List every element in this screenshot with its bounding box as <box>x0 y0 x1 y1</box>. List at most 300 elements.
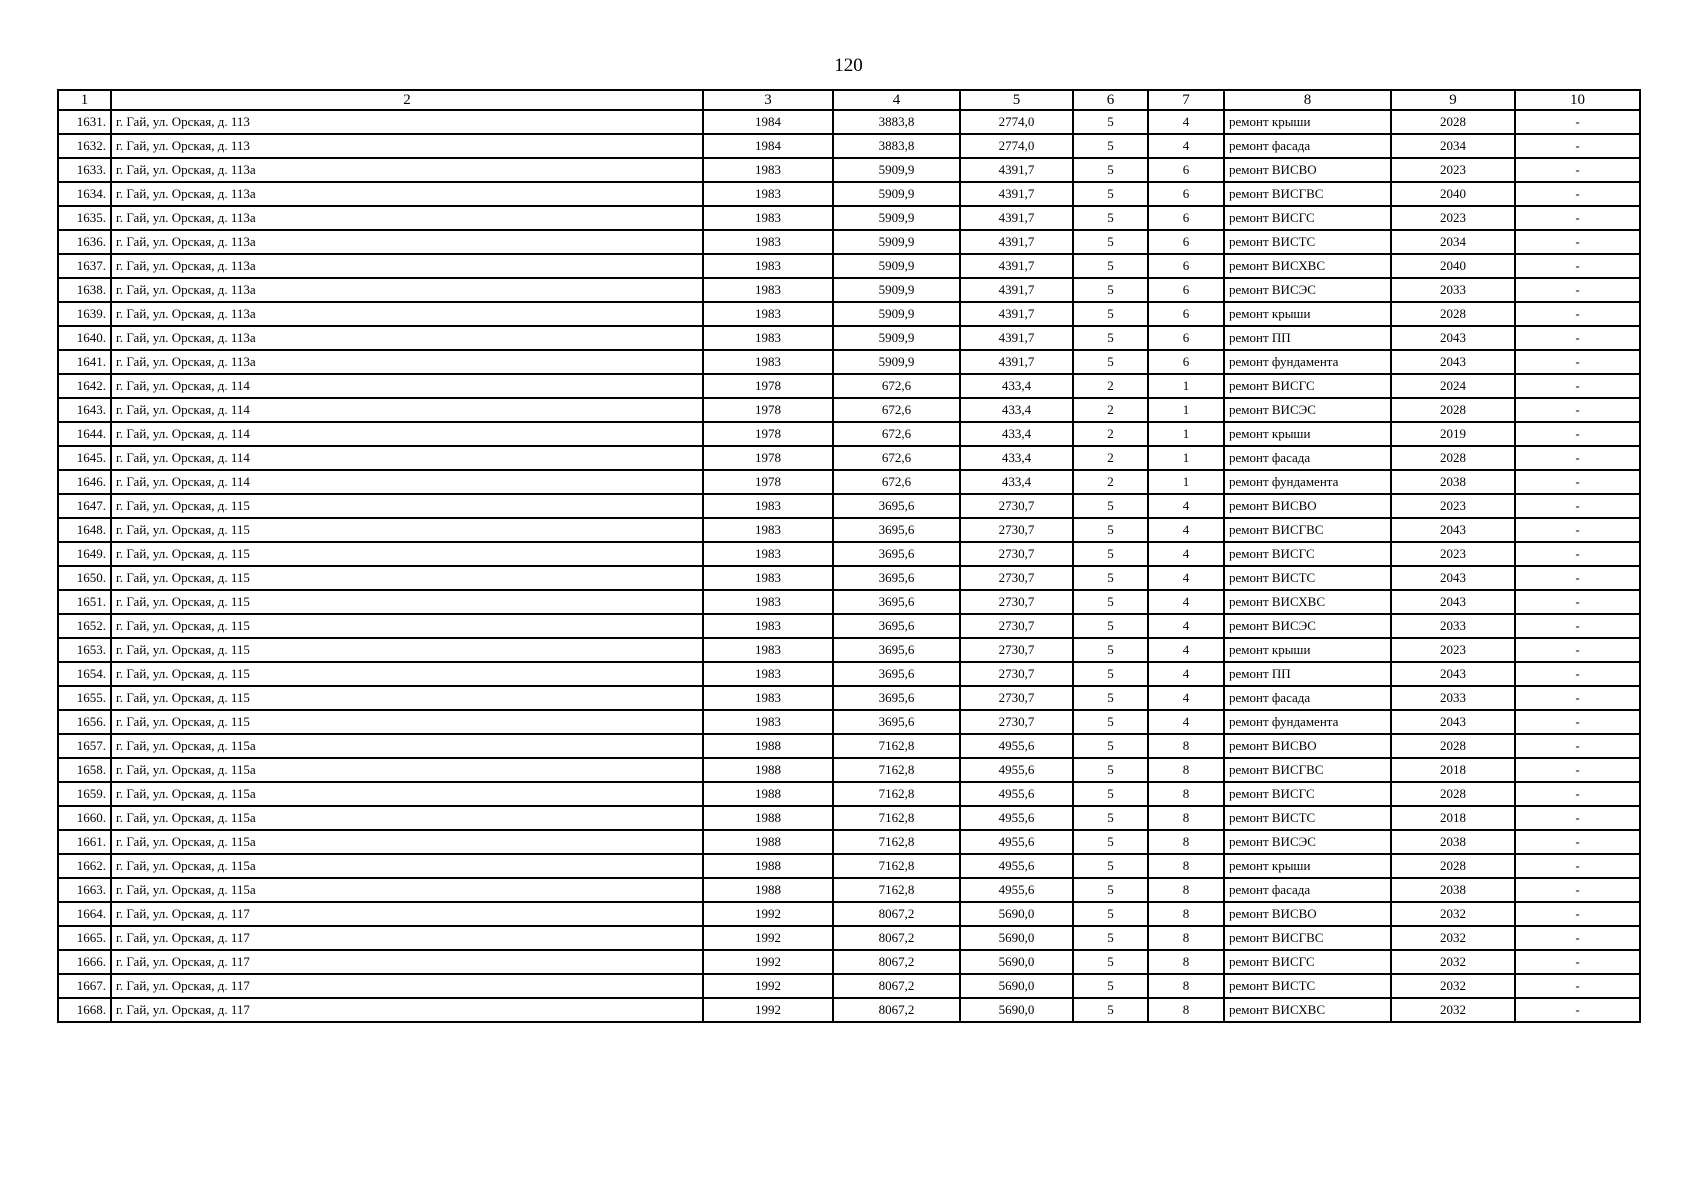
cell-total-area: 672,6 <box>833 470 960 494</box>
cell-entrances: 6 <box>1148 206 1224 230</box>
cell-build-year: 1983 <box>703 350 833 374</box>
cell-total-area: 3695,6 <box>833 614 960 638</box>
cell-floors: 5 <box>1073 278 1148 302</box>
cell-floors: 5 <box>1073 206 1148 230</box>
cell-row-number: 1649. <box>58 542 111 566</box>
cell-address: г. Гай, ул. Орская, д. 115 <box>111 662 703 686</box>
cell-living-area: 2730,7 <box>960 614 1073 638</box>
cell-note: - <box>1515 326 1640 350</box>
cell-row-number: 1641. <box>58 350 111 374</box>
cell-work-type: ремонт ВИСЭС <box>1224 830 1391 854</box>
cell-build-year: 1992 <box>703 902 833 926</box>
table-row <box>58 806 1640 830</box>
cell-work-type: ремонт ПП <box>1224 662 1391 686</box>
cell-entrances: 6 <box>1148 326 1224 350</box>
cell-address: г. Гай, ул. Орская, д. 115а <box>111 854 703 878</box>
column-header-5: 5 <box>960 90 1073 110</box>
cell-living-area: 5690,0 <box>960 974 1073 998</box>
cell-note: - <box>1515 518 1640 542</box>
cell-note: - <box>1515 110 1640 134</box>
table-row <box>58 542 1640 566</box>
cell-planned-year: 2043 <box>1391 662 1515 686</box>
cell-total-area: 7162,8 <box>833 734 960 758</box>
cell-address: г. Гай, ул. Орская, д. 115 <box>111 566 703 590</box>
table-row <box>58 566 1640 590</box>
table-row <box>58 398 1640 422</box>
cell-planned-year: 2034 <box>1391 230 1515 254</box>
cell-living-area: 4955,6 <box>960 806 1073 830</box>
cell-work-type: ремонт ВИСЭС <box>1224 614 1391 638</box>
cell-living-area: 4955,6 <box>960 734 1073 758</box>
cell-entrances: 8 <box>1148 854 1224 878</box>
cell-address: г. Гай, ул. Орская, д. 117 <box>111 950 703 974</box>
cell-row-number: 1651. <box>58 590 111 614</box>
cell-work-type: ремонт фундамента <box>1224 350 1391 374</box>
cell-living-area: 4391,7 <box>960 278 1073 302</box>
cell-note: - <box>1515 758 1640 782</box>
cell-living-area: 4391,7 <box>960 326 1073 350</box>
cell-entrances: 6 <box>1148 254 1224 278</box>
cell-row-number: 1638. <box>58 278 111 302</box>
cell-planned-year: 2032 <box>1391 998 1515 1022</box>
cell-entrances: 4 <box>1148 614 1224 638</box>
cell-floors: 5 <box>1073 230 1148 254</box>
cell-note: - <box>1515 998 1640 1022</box>
cell-build-year: 1988 <box>703 782 833 806</box>
cell-note: - <box>1515 806 1640 830</box>
cell-work-type: ремонт ВИСГС <box>1224 950 1391 974</box>
cell-floors: 5 <box>1073 158 1148 182</box>
table-row <box>58 686 1640 710</box>
cell-total-area: 8067,2 <box>833 950 960 974</box>
cell-living-area: 4391,7 <box>960 206 1073 230</box>
cell-note: - <box>1515 134 1640 158</box>
cell-entrances: 1 <box>1148 470 1224 494</box>
cell-total-area: 3883,8 <box>833 134 960 158</box>
cell-planned-year: 2043 <box>1391 590 1515 614</box>
table-row <box>58 758 1640 782</box>
cell-total-area: 7162,8 <box>833 878 960 902</box>
cell-note: - <box>1515 542 1640 566</box>
table-row <box>58 878 1640 902</box>
cell-row-number: 1665. <box>58 926 111 950</box>
cell-note: - <box>1515 830 1640 854</box>
cell-entrances: 1 <box>1148 374 1224 398</box>
cell-row-number: 1650. <box>58 566 111 590</box>
cell-entrances: 8 <box>1148 878 1224 902</box>
cell-build-year: 1988 <box>703 854 833 878</box>
cell-address: г. Гай, ул. Орская, д. 115а <box>111 782 703 806</box>
cell-total-area: 672,6 <box>833 398 960 422</box>
cell-living-area: 4391,7 <box>960 230 1073 254</box>
cell-total-area: 5909,9 <box>833 230 960 254</box>
cell-row-number: 1643. <box>58 398 111 422</box>
cell-build-year: 1978 <box>703 398 833 422</box>
cell-planned-year: 2043 <box>1391 566 1515 590</box>
cell-entrances: 8 <box>1148 806 1224 830</box>
cell-row-number: 1664. <box>58 902 111 926</box>
cell-work-type: ремонт ВИСХВС <box>1224 998 1391 1022</box>
cell-address: г. Гай, ул. Орская, д. 115 <box>111 542 703 566</box>
cell-row-number: 1648. <box>58 518 111 542</box>
cell-entrances: 4 <box>1148 662 1224 686</box>
cell-address: г. Гай, ул. Орская, д. 115 <box>111 614 703 638</box>
cell-entrances: 8 <box>1148 782 1224 806</box>
table-row <box>58 734 1640 758</box>
header-row <box>58 90 1640 110</box>
cell-row-number: 1658. <box>58 758 111 782</box>
cell-total-area: 3883,8 <box>833 110 960 134</box>
cell-living-area: 2774,0 <box>960 134 1073 158</box>
table-row <box>58 998 1640 1022</box>
cell-total-area: 7162,8 <box>833 758 960 782</box>
cell-address: г. Гай, ул. Орская, д. 113а <box>111 278 703 302</box>
cell-work-type: ремонт ВИСГС <box>1224 542 1391 566</box>
cell-note: - <box>1515 710 1640 734</box>
cell-entrances: 4 <box>1148 638 1224 662</box>
table-body <box>58 110 1640 1022</box>
cell-build-year: 1978 <box>703 422 833 446</box>
cell-note: - <box>1515 374 1640 398</box>
cell-planned-year: 2033 <box>1391 614 1515 638</box>
cell-address: г. Гай, ул. Орская, д. 114 <box>111 446 703 470</box>
cell-work-type: ремонт ВИСГС <box>1224 782 1391 806</box>
cell-floors: 2 <box>1073 470 1148 494</box>
column-header-10: 10 <box>1515 90 1640 110</box>
table-row <box>58 374 1640 398</box>
cell-floors: 5 <box>1073 902 1148 926</box>
cell-work-type: ремонт крыши <box>1224 854 1391 878</box>
cell-work-type: ремонт ВИСХВС <box>1224 254 1391 278</box>
cell-entrances: 4 <box>1148 110 1224 134</box>
cell-build-year: 1978 <box>703 470 833 494</box>
cell-address: г. Гай, ул. Орская, д. 117 <box>111 902 703 926</box>
cell-planned-year: 2038 <box>1391 470 1515 494</box>
cell-note: - <box>1515 230 1640 254</box>
cell-row-number: 1640. <box>58 326 111 350</box>
table-row <box>58 782 1640 806</box>
cell-row-number: 1656. <box>58 710 111 734</box>
cell-row-number: 1654. <box>58 662 111 686</box>
cell-work-type: ремонт фасада <box>1224 134 1391 158</box>
cell-address: г. Гай, ул. Орская, д. 113а <box>111 302 703 326</box>
cell-address: г. Гай, ул. Орская, д. 115а <box>111 830 703 854</box>
cell-living-area: 2730,7 <box>960 710 1073 734</box>
cell-address: г. Гай, ул. Орская, д. 115а <box>111 878 703 902</box>
cell-entrances: 4 <box>1148 542 1224 566</box>
cell-planned-year: 2043 <box>1391 710 1515 734</box>
cell-entrances: 6 <box>1148 302 1224 326</box>
cell-address: г. Гай, ул. Орская, д. 113а <box>111 206 703 230</box>
cell-total-area: 5909,9 <box>833 326 960 350</box>
table-row <box>58 470 1640 494</box>
table-row <box>58 350 1640 374</box>
cell-row-number: 1661. <box>58 830 111 854</box>
cell-work-type: ремонт ВИСЭС <box>1224 278 1391 302</box>
cell-note: - <box>1515 182 1640 206</box>
cell-row-number: 1655. <box>58 686 111 710</box>
cell-build-year: 1983 <box>703 662 833 686</box>
cell-planned-year: 2018 <box>1391 806 1515 830</box>
cell-work-type: ремонт ВИСЭС <box>1224 398 1391 422</box>
cell-floors: 5 <box>1073 710 1148 734</box>
cell-total-area: 7162,8 <box>833 806 960 830</box>
cell-build-year: 1984 <box>703 110 833 134</box>
cell-total-area: 672,6 <box>833 446 960 470</box>
cell-work-type: ремонт фасада <box>1224 686 1391 710</box>
cell-living-area: 433,4 <box>960 422 1073 446</box>
cell-entrances: 4 <box>1148 518 1224 542</box>
cell-row-number: 1639. <box>58 302 111 326</box>
table-row <box>58 974 1640 998</box>
cell-note: - <box>1515 254 1640 278</box>
cell-work-type: ремонт крыши <box>1224 302 1391 326</box>
cell-entrances: 8 <box>1148 758 1224 782</box>
registry-table <box>57 89 1641 1023</box>
cell-note: - <box>1515 734 1640 758</box>
cell-note: - <box>1515 686 1640 710</box>
cell-build-year: 1992 <box>703 950 833 974</box>
cell-work-type: ремонт ВИСТС <box>1224 566 1391 590</box>
cell-living-area: 433,4 <box>960 374 1073 398</box>
cell-planned-year: 2023 <box>1391 638 1515 662</box>
table-row <box>58 446 1640 470</box>
cell-work-type: ремонт ВИСГС <box>1224 374 1391 398</box>
cell-note: - <box>1515 590 1640 614</box>
cell-entrances: 1 <box>1148 446 1224 470</box>
cell-total-area: 8067,2 <box>833 974 960 998</box>
cell-work-type: ремонт крыши <box>1224 422 1391 446</box>
cell-total-area: 3695,6 <box>833 494 960 518</box>
cell-build-year: 1983 <box>703 686 833 710</box>
column-header-8: 8 <box>1224 90 1391 110</box>
cell-floors: 5 <box>1073 110 1148 134</box>
cell-floors: 5 <box>1073 686 1148 710</box>
cell-row-number: 1647. <box>58 494 111 518</box>
cell-planned-year: 2028 <box>1391 110 1515 134</box>
cell-planned-year: 2043 <box>1391 326 1515 350</box>
cell-floors: 5 <box>1073 734 1148 758</box>
cell-floors: 2 <box>1073 422 1148 446</box>
cell-planned-year: 2028 <box>1391 302 1515 326</box>
cell-address: г. Гай, ул. Орская, д. 115 <box>111 638 703 662</box>
cell-row-number: 1642. <box>58 374 111 398</box>
cell-planned-year: 2024 <box>1391 374 1515 398</box>
cell-entrances: 1 <box>1148 422 1224 446</box>
cell-total-area: 672,6 <box>833 422 960 446</box>
cell-planned-year: 2032 <box>1391 974 1515 998</box>
cell-build-year: 1983 <box>703 518 833 542</box>
cell-floors: 5 <box>1073 542 1148 566</box>
cell-work-type: ремонт ВИСГВС <box>1224 926 1391 950</box>
cell-entrances: 1 <box>1148 398 1224 422</box>
cell-living-area: 5690,0 <box>960 998 1073 1022</box>
cell-row-number: 1645. <box>58 446 111 470</box>
cell-living-area: 4391,7 <box>960 254 1073 278</box>
cell-build-year: 1988 <box>703 878 833 902</box>
table-row <box>58 614 1640 638</box>
cell-living-area: 5690,0 <box>960 950 1073 974</box>
cell-address: г. Гай, ул. Орская, д. 115 <box>111 710 703 734</box>
cell-total-area: 3695,6 <box>833 518 960 542</box>
column-header-1: 1 <box>58 90 111 110</box>
cell-planned-year: 2023 <box>1391 542 1515 566</box>
cell-work-type: ремонт ВИСВО <box>1224 734 1391 758</box>
cell-build-year: 1983 <box>703 326 833 350</box>
cell-note: - <box>1515 470 1640 494</box>
cell-work-type: ремонт ВИСГВС <box>1224 182 1391 206</box>
cell-note: - <box>1515 206 1640 230</box>
cell-work-type: ремонт крыши <box>1224 110 1391 134</box>
table-row <box>58 638 1640 662</box>
cell-floors: 5 <box>1073 830 1148 854</box>
cell-address: г. Гай, ул. Орская, д. 113а <box>111 326 703 350</box>
table-row <box>58 254 1640 278</box>
cell-planned-year: 2028 <box>1391 734 1515 758</box>
cell-entrances: 6 <box>1148 158 1224 182</box>
cell-work-type: ремонт фундамента <box>1224 710 1391 734</box>
cell-build-year: 1983 <box>703 230 833 254</box>
cell-planned-year: 2028 <box>1391 398 1515 422</box>
cell-build-year: 1983 <box>703 206 833 230</box>
cell-planned-year: 2019 <box>1391 422 1515 446</box>
cell-floors: 5 <box>1073 974 1148 998</box>
table-row <box>58 182 1640 206</box>
cell-floors: 5 <box>1073 758 1148 782</box>
cell-floors: 5 <box>1073 518 1148 542</box>
cell-build-year: 1983 <box>703 566 833 590</box>
cell-note: - <box>1515 782 1640 806</box>
cell-build-year: 1984 <box>703 134 833 158</box>
cell-work-type: ремонт ВИСГС <box>1224 206 1391 230</box>
cell-build-year: 1983 <box>703 254 833 278</box>
cell-living-area: 5690,0 <box>960 902 1073 926</box>
cell-total-area: 8067,2 <box>833 902 960 926</box>
table-row <box>58 926 1640 950</box>
cell-entrances: 8 <box>1148 974 1224 998</box>
cell-total-area: 7162,8 <box>833 782 960 806</box>
cell-entrances: 8 <box>1148 950 1224 974</box>
cell-entrances: 4 <box>1148 494 1224 518</box>
cell-note: - <box>1515 566 1640 590</box>
cell-build-year: 1983 <box>703 638 833 662</box>
cell-build-year: 1983 <box>703 494 833 518</box>
cell-row-number: 1668. <box>58 998 111 1022</box>
cell-floors: 2 <box>1073 374 1148 398</box>
cell-note: - <box>1515 614 1640 638</box>
cell-build-year: 1978 <box>703 446 833 470</box>
cell-living-area: 2730,7 <box>960 590 1073 614</box>
page-number: 120 <box>834 55 863 76</box>
table-row <box>58 494 1640 518</box>
cell-total-area: 5909,9 <box>833 278 960 302</box>
cell-planned-year: 2028 <box>1391 854 1515 878</box>
cell-row-number: 1663. <box>58 878 111 902</box>
cell-address: г. Гай, ул. Орская, д. 113а <box>111 350 703 374</box>
cell-floors: 5 <box>1073 326 1148 350</box>
cell-address: г. Гай, ул. Орская, д. 115 <box>111 494 703 518</box>
column-header-6: 6 <box>1073 90 1148 110</box>
column-header-3: 3 <box>703 90 833 110</box>
cell-floors: 5 <box>1073 302 1148 326</box>
cell-build-year: 1983 <box>703 302 833 326</box>
cell-build-year: 1983 <box>703 590 833 614</box>
cell-planned-year: 2023 <box>1391 158 1515 182</box>
cell-entrances: 8 <box>1148 902 1224 926</box>
cell-living-area: 4391,7 <box>960 158 1073 182</box>
cell-work-type: ремонт ВИСТС <box>1224 806 1391 830</box>
cell-living-area: 2730,7 <box>960 566 1073 590</box>
table-row <box>58 110 1640 134</box>
cell-row-number: 1644. <box>58 422 111 446</box>
table-row <box>58 662 1640 686</box>
cell-planned-year: 2028 <box>1391 446 1515 470</box>
cell-row-number: 1634. <box>58 182 111 206</box>
cell-note: - <box>1515 494 1640 518</box>
cell-address: г. Гай, ул. Орская, д. 115 <box>111 518 703 542</box>
cell-address: г. Гай, ул. Орская, д. 113а <box>111 230 703 254</box>
cell-row-number: 1631. <box>58 110 111 134</box>
cell-entrances: 8 <box>1148 926 1224 950</box>
cell-planned-year: 2034 <box>1391 134 1515 158</box>
cell-planned-year: 2040 <box>1391 254 1515 278</box>
cell-entrances: 6 <box>1148 182 1224 206</box>
cell-total-area: 3695,6 <box>833 662 960 686</box>
cell-entrances: 6 <box>1148 350 1224 374</box>
cell-entrances: 6 <box>1148 230 1224 254</box>
cell-living-area: 433,4 <box>960 398 1073 422</box>
cell-note: - <box>1515 950 1640 974</box>
cell-living-area: 4955,6 <box>960 878 1073 902</box>
cell-floors: 5 <box>1073 950 1148 974</box>
cell-address: г. Гай, ул. Орская, д. 115 <box>111 686 703 710</box>
cell-total-area: 5909,9 <box>833 182 960 206</box>
cell-living-area: 4391,7 <box>960 182 1073 206</box>
table-row <box>58 230 1640 254</box>
cell-work-type: ремонт фасада <box>1224 878 1391 902</box>
table-row <box>58 206 1640 230</box>
cell-work-type: ремонт ВИСГВС <box>1224 518 1391 542</box>
cell-note: - <box>1515 902 1640 926</box>
cell-total-area: 5909,9 <box>833 350 960 374</box>
cell-living-area: 2730,7 <box>960 638 1073 662</box>
cell-floors: 2 <box>1073 398 1148 422</box>
cell-total-area: 8067,2 <box>833 998 960 1022</box>
cell-planned-year: 2018 <box>1391 758 1515 782</box>
cell-total-area: 5909,9 <box>833 302 960 326</box>
cell-address: г. Гай, ул. Орская, д. 117 <box>111 998 703 1022</box>
table-row <box>58 326 1640 350</box>
cell-address: г. Гай, ул. Орская, д. 113а <box>111 182 703 206</box>
table-row <box>58 158 1640 182</box>
cell-floors: 5 <box>1073 662 1148 686</box>
cell-work-type: ремонт ВИСВО <box>1224 902 1391 926</box>
cell-floors: 5 <box>1073 182 1148 206</box>
cell-build-year: 1992 <box>703 998 833 1022</box>
cell-note: - <box>1515 974 1640 998</box>
cell-planned-year: 2023 <box>1391 206 1515 230</box>
cell-row-number: 1652. <box>58 614 111 638</box>
cell-row-number: 1657. <box>58 734 111 758</box>
table-row <box>58 830 1640 854</box>
cell-note: - <box>1515 422 1640 446</box>
cell-living-area: 2730,7 <box>960 662 1073 686</box>
cell-total-area: 3695,6 <box>833 710 960 734</box>
cell-total-area: 3695,6 <box>833 590 960 614</box>
cell-living-area: 4391,7 <box>960 302 1073 326</box>
cell-total-area: 8067,2 <box>833 926 960 950</box>
cell-work-type: ремонт фундамента <box>1224 470 1391 494</box>
